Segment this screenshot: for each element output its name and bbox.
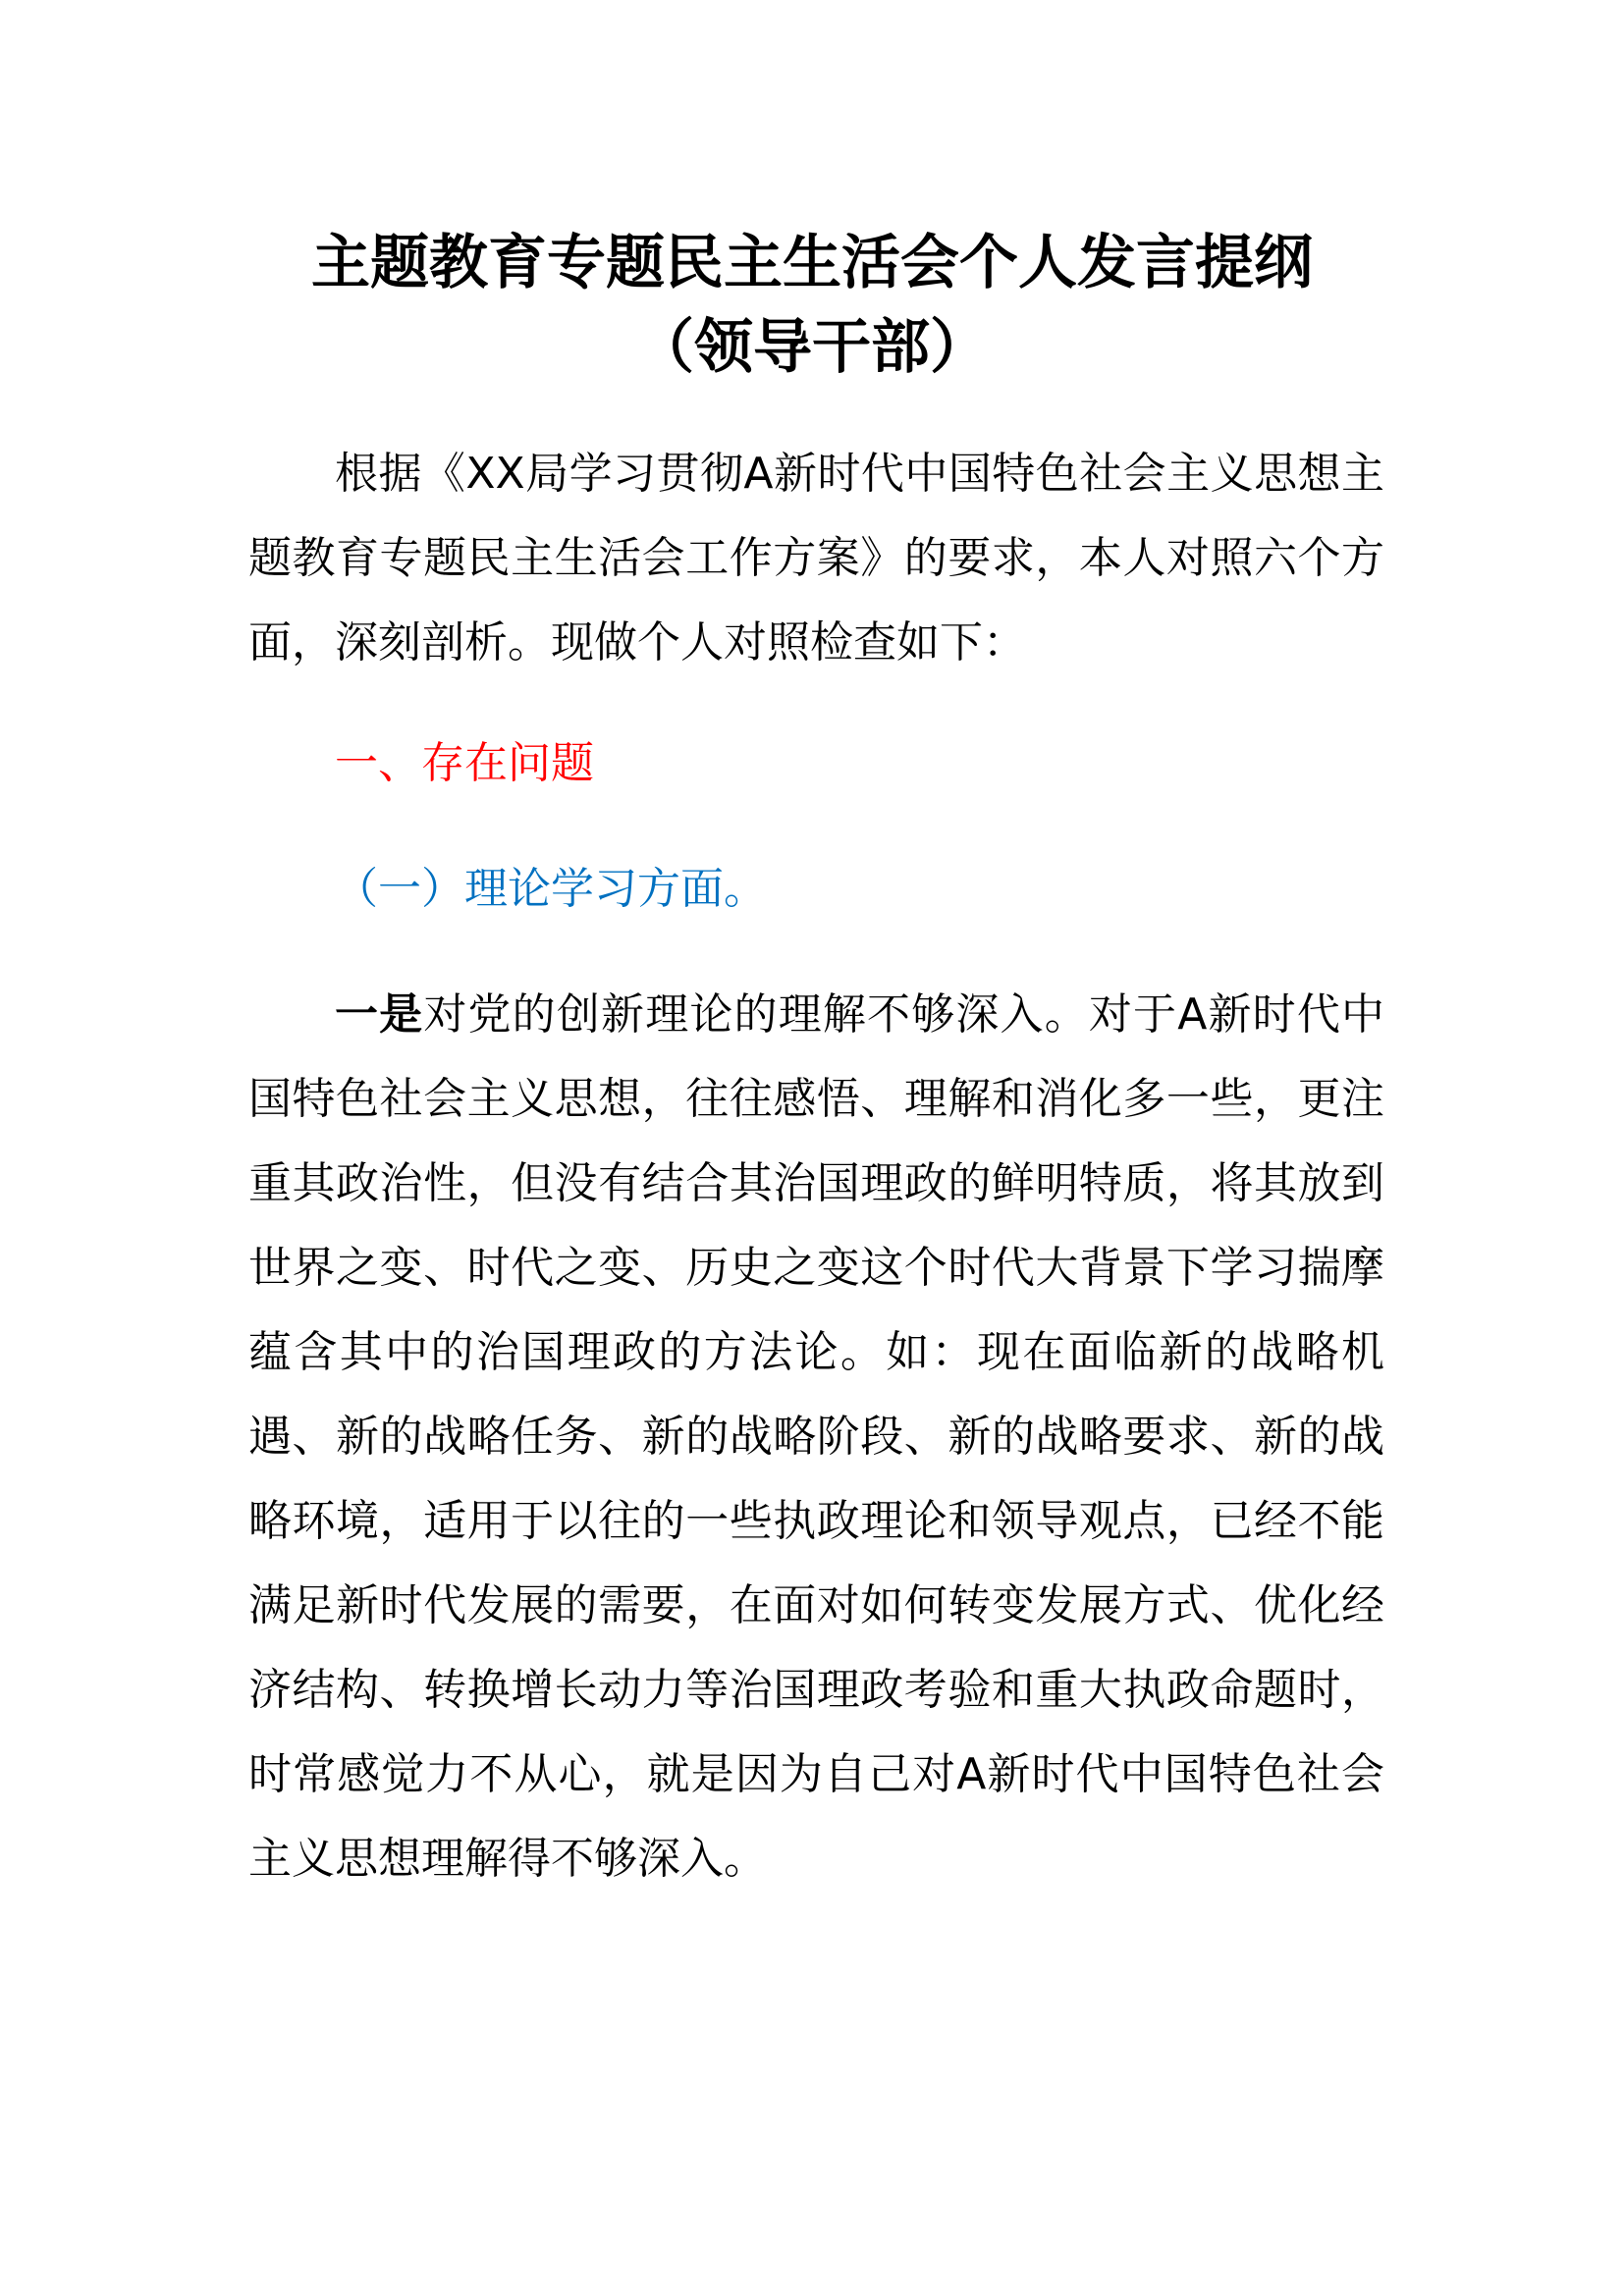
intro-paragraph: 根据《XX局学习贯彻A新时代中国特色社会主义思想主题教育专题民主生活会工作方案》的要求，本人对照六个方面，深刻剖析。现做个人对照检查如下：: [248, 449, 1384, 667]
point-paragraph: [248, 973, 1384, 1901]
point-lead: 一是: [335, 989, 424, 1040]
document-title: 主题教育专题民主生活会个人发言提纲: [311, 229, 1313, 297]
point-text: 对党的创新理论的理解不够深入。对于A新时代中国特色社会主义思想，往往感悟、理解和消化多一些，更注重其政治性，但没有结合其治国理政的鲜明特质，将其放到世界之变、时代之变、历史之变这个时代大背景下学习揣摩蕴含其中的治国理政的方法论。如：现在面临新的战略机遇、新的战略任务、新的战略阶段、新的战略要求、新的战略环境，适用于以往的一些执政理论和领导观点，已经不能满足新时代发展的需要，在面对如何转变发展方式、优化经济结构、转换增长动力等治国理政考验和重大执政命题时，时常感觉力不从心，就是因为自己对A新时代中国特色社会主义思想理解得不够深入。: [248, 989, 1384, 1884]
section-heading: 一、存在问题: [335, 738, 594, 788]
subsection-heading: （一）理论学习方面。: [335, 864, 767, 914]
document-subtitle: （领导干部）: [635, 313, 989, 382]
